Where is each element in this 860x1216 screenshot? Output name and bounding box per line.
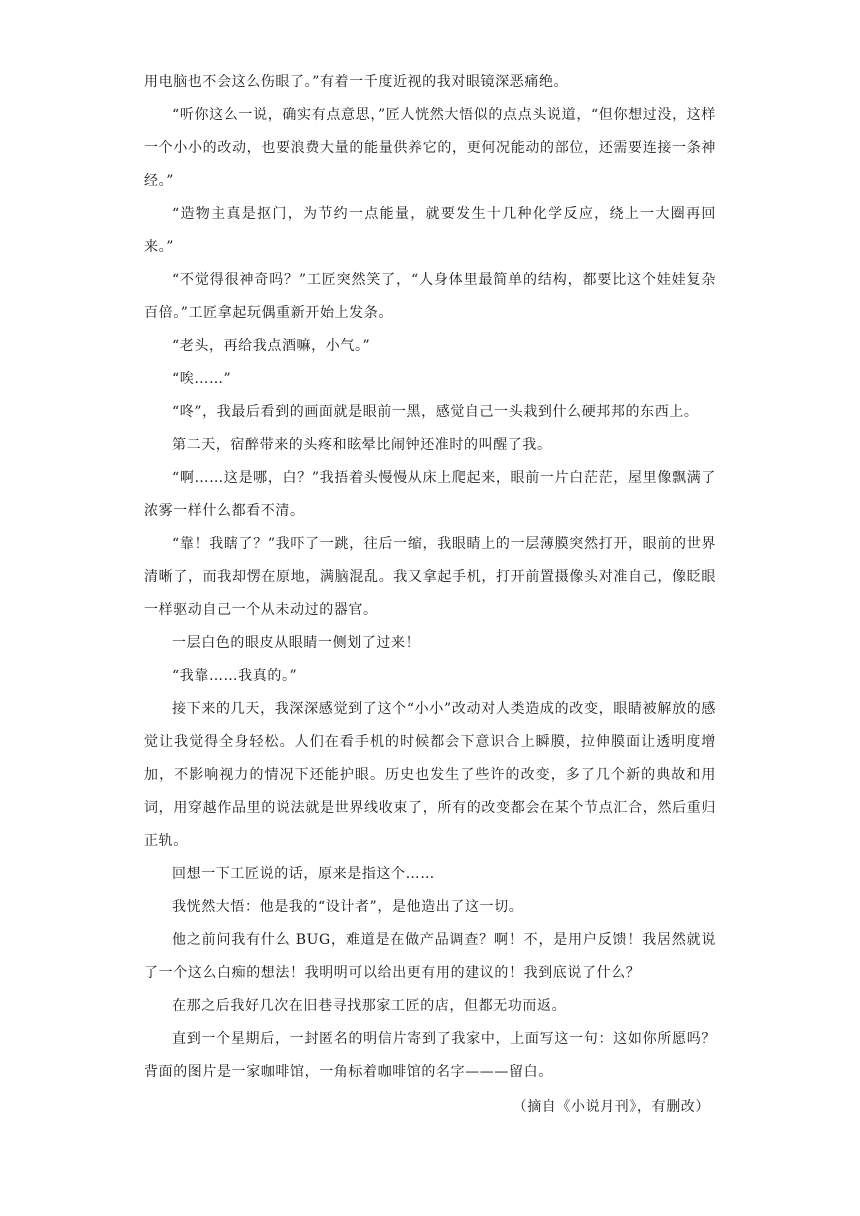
paragraph: 一层白色的眼皮从眼睛一侧划了过来！ <box>172 635 421 651</box>
document-page <box>144 66 716 1124</box>
paragraph: “不觉得很神奇吗？”工匠突然笑了，“人身体里最简单的结构，都要比这个娃娃复杂百倍。”工匠拿起玩偶重新开始上发条。 <box>144 272 716 321</box>
paragraph: 用电脑也不会这么伤眼了。”有着一千度近视的我对眼镜深恶痛绝。 <box>144 74 569 90</box>
paragraph: “造物主真是抠门，为节约一点能量，就要发生十几种化学反应，绕上一大圈再回来。” <box>144 206 716 255</box>
source-citation: （摘自《小说月刊》，有删改） <box>512 1099 710 1115</box>
paragraph: “听你这么一说，确实有点意思，”匠人恍然大悟似的点点头说道，“但你想过没，这样一个小小的改动，也要浪费大量的能量供养它的，更何况能动的部位，还需要连接一条神经。” <box>144 107 716 189</box>
paragraph: 在那之后我好几次在旧巷寻找那家工匠的店，但都无功而返。 <box>172 998 567 1014</box>
paragraph: “啊……这是哪，白？”我捂着头慢慢从床上爬起来，眼前一片白茫茫，屋里像飘满了浓雾一样什么都看不清。 <box>144 470 716 519</box>
paragraph: 回想一下工匠说的话，原来是指这个…… <box>172 866 435 882</box>
paragraph: 我恍然大悟：他是我的“设计者”，是他造出了这一切。 <box>172 899 524 915</box>
paragraph: “我靠……我真的。” <box>172 668 298 684</box>
paragraph: 他之前问我有什么 BUG，难道是在做产品调查？啊！不，是用户反馈！我居然就说了一个这么白痴的想法！我明明可以给出更有用的建议的！我到底说了什么？ <box>144 932 716 981</box>
paragraph: “老头，再给我点酒嘛，小气。” <box>172 338 371 354</box>
paragraph: 接下来的几天，我深深感觉到了这个“小小”改动对人类造成的改变，眼睛被解放的感觉让我觉得全身轻松。人们在看手机的时候都会下意识合上瞬膜，拉伸膜面让透明度增加，不影响视力的情况下还能护眼。历史也发生了些许的改变，多了几个新的典故和用词，用穿越作品里的说法就是世界线收束了，所有的改变都会在某个节点汇合，然后重归正轨。 <box>144 701 716 849</box>
paragraph: 第二天，宿醉带来的头疼和眩晕比闹钟还准时的叫醒了我。 <box>172 437 552 453</box>
paragraph: “咚”，我最后看到的画面就是眼前一黑，感觉自己一头栽到什么硬邦邦的东西上。 <box>172 404 699 420</box>
paragraph: “唉……” <box>172 371 232 387</box>
paragraph: 直到一个星期后，一封匿名的明信片寄到了我家中，上面写这一句：这如你所愿吗？背面的图片是一家咖啡馆，一角标着咖啡馆的名字———留白。 <box>144 1031 716 1080</box>
paragraph: “靠！我瞎了？”我吓了一跳，往后一缩，我眼睛上的一层薄膜突然打开，眼前的世界清晰了，而我却愣在原地，满脑混乱。我又拿起手机，打开前置摄像头对准自己，像眨眼一样驱动自己一个从未动过的器官。 <box>144 536 716 618</box>
